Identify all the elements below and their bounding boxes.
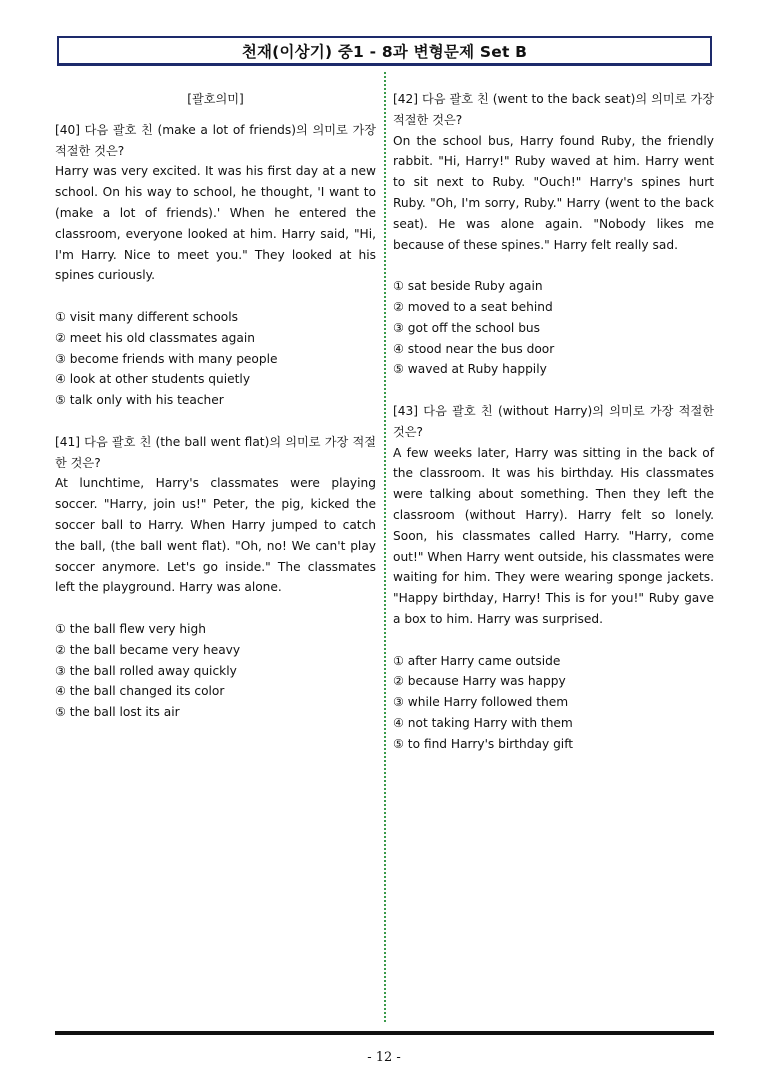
answer-option[interactable]: ④ stood near the bus door: [393, 341, 555, 356]
answer-option[interactable]: ② because Harry was happy: [393, 674, 566, 689]
question-43: [393, 401, 714, 755]
answer-option[interactable]: ③ while Harry followed them: [393, 695, 569, 710]
answer-option[interactable]: ② meet his old classmates again: [55, 330, 255, 345]
question-42: [393, 89, 714, 380]
answer-option[interactable]: ④ the ball changed its color: [55, 684, 225, 699]
section-label: [괄호의미]: [187, 92, 244, 106]
answer-option[interactable]: ① after Harry came outside: [393, 653, 561, 668]
question-passage: A few weeks later, Harry was sitting in the back of the classroom. It was his birthday. His classmates were talking about something. Then they left the classroom (without Harry). Harry felt so lonely. Soon, his classmates called Harry. "Harry, come out!" When Harry went outside, his classmates were waiting for him. They were wearing sponge jackets. "Happy birthday, Harry! This is for you!" Ruby gave a box to him. Harry was surprised.: [393, 445, 714, 626]
answer-option[interactable]: ① visit many different schools: [55, 309, 238, 324]
left-column: [55, 89, 376, 744]
answer-option[interactable]: ⑤ to find Harry's birthday gift: [393, 736, 574, 751]
answer-option[interactable]: ⑤ talk only with his teacher: [55, 393, 224, 408]
question-41: [55, 432, 376, 723]
header-box: [57, 36, 712, 66]
answer-option[interactable]: ③ the ball rolled away quickly: [55, 663, 237, 678]
answer-options: [55, 619, 376, 723]
answer-option[interactable]: ⑤ waved at Ruby happily: [393, 362, 547, 377]
answer-option[interactable]: ④ look at other students quietly: [55, 372, 251, 387]
question-prompt: [43] 다음 괄호 친 (without Harry)의 의미로 가장 적절한 것은?: [393, 403, 714, 439]
answer-option[interactable]: ④ not taking Harry with them: [393, 715, 573, 730]
right-column: [393, 89, 714, 775]
answer-option[interactable]: ② moved to a seat behind: [393, 299, 553, 314]
question-passage: At lunchtime, Harry's classmates were playing soccer. "Harry, join us!" Peter, the pig, kicked the soccer ball to Harry. When Harry jumped to catch the ball, (the ball went flat). "Oh, no! We can't play soccer anymore. Let's go inside." The classmates left the playground. Harry was alone.: [55, 476, 376, 595]
answer-options: [393, 651, 714, 755]
answer-option[interactable]: ① sat beside Ruby again: [393, 279, 543, 294]
answer-option[interactable]: ③ become friends with many people: [55, 351, 278, 366]
question-passage: Harry was very excited. It was his first day at a new school. On his way to school, he thought, 'I want to (make a lot of friends).' When he entered the classroom, everyone looked at him. Harry said, "Hi, I'm Harry. Nice to meet you." They looked at his spines curiously.: [55, 164, 376, 283]
answer-option[interactable]: ③ got off the school bus: [393, 320, 541, 335]
question-prompt: [40] 다음 괄호 친 (make a lot of friends)의 의미로 가장 적절한 것은?: [55, 122, 376, 158]
question-passage: On the school bus, Harry found Ruby, the friendly rabbit. "Hi, Harry!" Ruby waved at him. Harry went to sit next to Ruby. "Ouch!" Harry's spines hurt Ruby. "Oh, I'm sorry, Ruby." Harry (went to the back seat). He was alone again. "Nobody likes me because of these spines." Harry felt really sad.: [393, 133, 714, 252]
footer-rule: [55, 1031, 714, 1035]
answer-option[interactable]: ① the ball flew very high: [55, 621, 206, 636]
question-prompt: [41] 다음 괄호 친 (the ball went flat)의 의미로 가장 적절한 것은?: [55, 434, 376, 470]
question-40: [55, 120, 376, 411]
answer-options: [55, 307, 376, 411]
column-divider: [384, 72, 386, 1022]
answer-option[interactable]: ⑤ the ball lost its air: [55, 705, 180, 720]
page-number: - 12 -: [367, 1050, 401, 1065]
answer-options: [393, 276, 714, 380]
answer-option[interactable]: ② the ball became very heavy: [55, 642, 241, 657]
page-title: 천재(이상기) 중1 - 8과 변형문제 Set B: [241, 42, 528, 61]
question-prompt: [42] 다음 괄호 친 (went to the back seat)의 의미로 가장 적절한 것은?: [393, 92, 714, 127]
